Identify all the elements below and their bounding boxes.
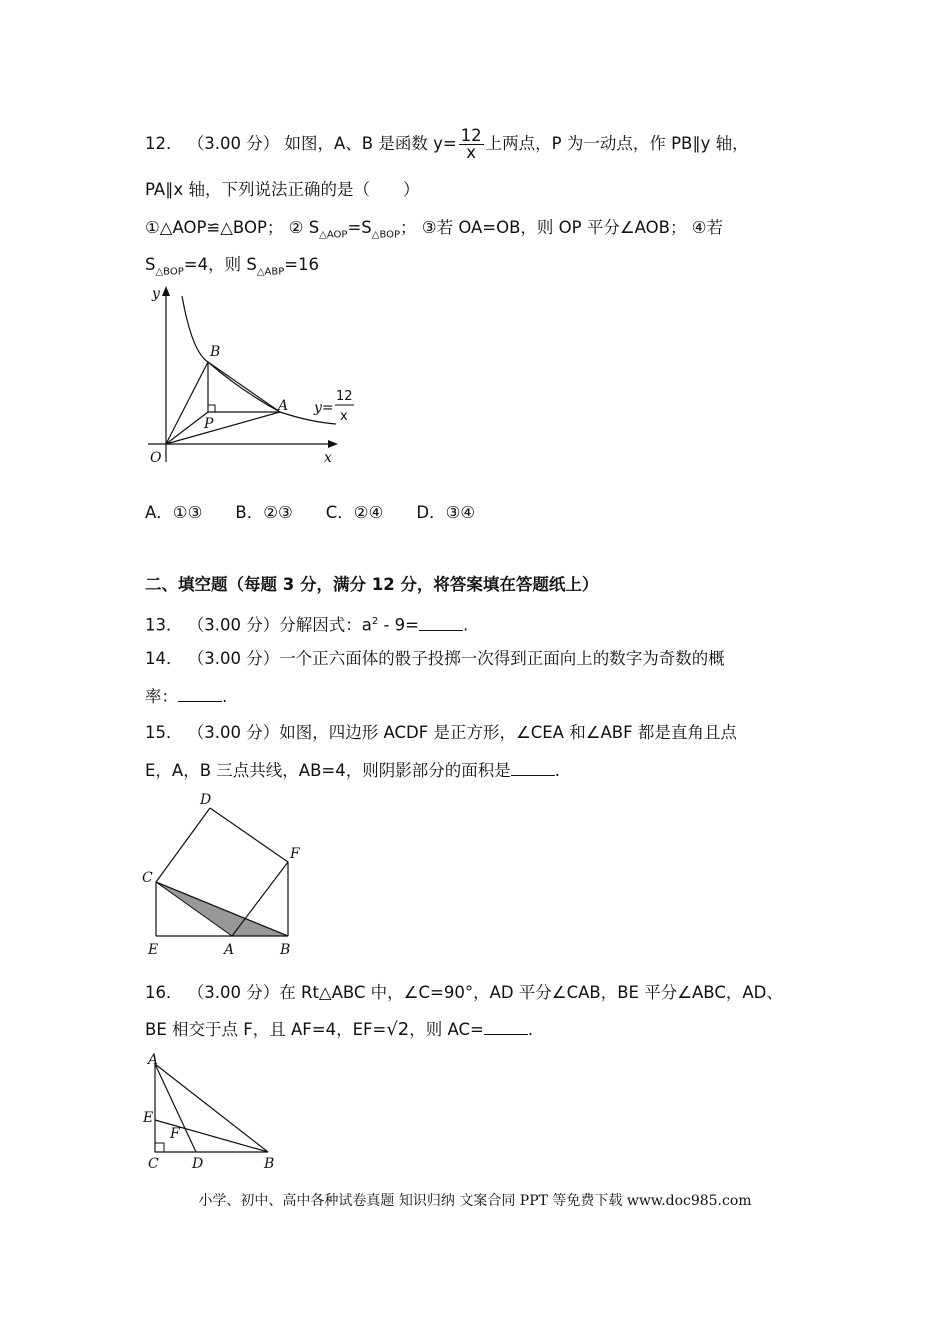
- right-angle-mark: [208, 405, 215, 412]
- s4-sub-1: △BOP: [155, 266, 184, 278]
- q15-line2: [145, 759, 560, 783]
- q15-text-b: E，A，B 三点共线，AB=4，则阴影部分的面积是: [145, 761, 511, 780]
- label-x: x: [324, 450, 332, 466]
- fraction-numerator: 12: [460, 126, 482, 145]
- q16-end: .: [527, 1020, 534, 1039]
- q12-line2: PA∥x 轴，下列说法正确的是（ ）: [145, 180, 420, 199]
- section-title: 二、填空题（每题 3 分，满分 12 分，将答案填在答题纸上）: [145, 575, 599, 594]
- q14-line2: [145, 685, 227, 709]
- q12-score: （3.00 分）: [187, 134, 280, 153]
- q12-text-a: 如图，A、B 是函数 y=: [284, 134, 457, 153]
- statement-4-start: ④若: [691, 218, 724, 237]
- label-e: E: [148, 942, 159, 958]
- q16-text-a: BE 相交于点 F，且 AF=4，EF=: [145, 1020, 387, 1039]
- s2-sub-2: △BOP: [371, 229, 401, 241]
- label-o: O: [150, 450, 162, 466]
- q12-figure: [140, 282, 370, 472]
- q16-text-b: ，则 AC=: [409, 1020, 484, 1039]
- q15-figure: [138, 788, 318, 960]
- s4-part-b: =4，则 S: [183, 255, 257, 274]
- label-e: E: [143, 1110, 154, 1126]
- segment-ob: [166, 362, 208, 444]
- q13-score: （3.00 分）: [187, 615, 280, 635]
- label-y: y: [152, 286, 160, 302]
- label-d: D: [200, 792, 212, 808]
- segment-ab: [208, 362, 280, 412]
- hyperbola-curve: [182, 296, 336, 424]
- label-f: F: [290, 846, 300, 862]
- sqrt-two: √2: [386, 1019, 410, 1040]
- statement-2: [288, 218, 417, 241]
- label-b: B: [280, 942, 291, 958]
- q12-statements: [145, 216, 723, 247]
- q13-exponent: 2: [371, 616, 379, 627]
- curve-label-num: 12: [336, 389, 353, 404]
- label-b: B: [264, 1156, 275, 1172]
- s2-part-a: ② S: [288, 218, 320, 237]
- q12-statement-4: [145, 253, 319, 284]
- q16-line2: [145, 1018, 533, 1042]
- label-a: A: [224, 942, 235, 958]
- q12-number: 12．: [145, 134, 183, 153]
- segment-cd: [156, 808, 210, 882]
- q12-fraction: [459, 128, 484, 161]
- q15-end: .: [554, 761, 560, 780]
- fraction-denominator: x: [466, 143, 477, 162]
- s2-sub-1: △AOP: [319, 229, 348, 241]
- s4-part-a: S: [145, 255, 156, 274]
- q14-score: （3.00 分）: [187, 649, 280, 668]
- q13-number: 13．: [145, 615, 183, 635]
- q16-number: 16．: [145, 983, 183, 1002]
- q16-text: 在 Rt△ABC 中，∠C=90°，AD 平分∠CAB，BE 平分∠ABC，AD、: [279, 983, 783, 1002]
- answer-blank[interactable]: [484, 1020, 528, 1035]
- q13-end: .: [463, 615, 469, 635]
- q12-options: A．①③ B．②③ C．②④ D．③④: [145, 503, 476, 522]
- answer-blank[interactable]: [178, 687, 222, 702]
- q14-end: .: [222, 687, 228, 706]
- label-c: C: [148, 1156, 159, 1172]
- label-f: F: [170, 1126, 180, 1142]
- statement-3: ③若 OA=OB，则 OP 平分∠AOB；: [421, 218, 687, 237]
- label-a: A: [278, 398, 289, 414]
- label-c: C: [142, 870, 153, 886]
- s4-sub-2: △ABP: [256, 266, 285, 278]
- right-angle-mark: [155, 1143, 164, 1152]
- s4-part-c: =16: [284, 255, 320, 274]
- q13-line: [145, 610, 468, 638]
- q13-text-b: - 9=: [378, 615, 420, 635]
- q15-number: 15．: [145, 723, 183, 742]
- q15-score: （3.00 分）: [187, 723, 280, 742]
- curve-label-y: y=: [314, 400, 334, 416]
- label-p: P: [204, 416, 214, 432]
- q14-number: 14．: [145, 649, 183, 668]
- segment-df: [210, 808, 288, 862]
- segment-oa: [166, 412, 280, 444]
- q14-text: 一个正六面体的骰子投掷一次得到正面向上的数字为奇数的概: [279, 649, 725, 668]
- page-footer: 小学、初中、高中各种试卷真题 知识归纳 文案合同 PPT 等免费下载 www.doc985.com: [198, 1193, 752, 1209]
- segment-op: [166, 412, 208, 444]
- answer-blank[interactable]: [419, 616, 463, 631]
- label-a: A: [148, 1052, 159, 1068]
- y-axis-arrow: [162, 286, 170, 296]
- q15-text: 如图，四边形 ACDF 是正方形，∠CEA 和∠ABF 都是直角且点: [279, 723, 737, 742]
- s2-part-c: ；: [400, 218, 417, 237]
- x-axis-arrow: [328, 440, 338, 448]
- label-d: D: [192, 1156, 204, 1172]
- q16-score: （3.00 分）: [187, 983, 280, 1002]
- q12-line1: [145, 128, 749, 161]
- q13-text-a: 分解因式：a: [279, 615, 372, 635]
- statement-1: ①△AOP≌△BOP；: [145, 218, 284, 237]
- curve-label-den: x: [340, 409, 348, 424]
- q15-line1: [145, 721, 737, 745]
- s2-part-b: =S: [347, 218, 372, 237]
- q12-text-b: 上两点，P 为一动点，作 PB∥y 轴，: [485, 134, 749, 153]
- label-b: B: [210, 344, 221, 360]
- q14-line1: [145, 647, 725, 671]
- q16-line1: [145, 981, 783, 1005]
- q14-text-b: 率：: [145, 687, 178, 706]
- q16-figure: [138, 1050, 288, 1176]
- answer-blank[interactable]: [511, 761, 555, 776]
